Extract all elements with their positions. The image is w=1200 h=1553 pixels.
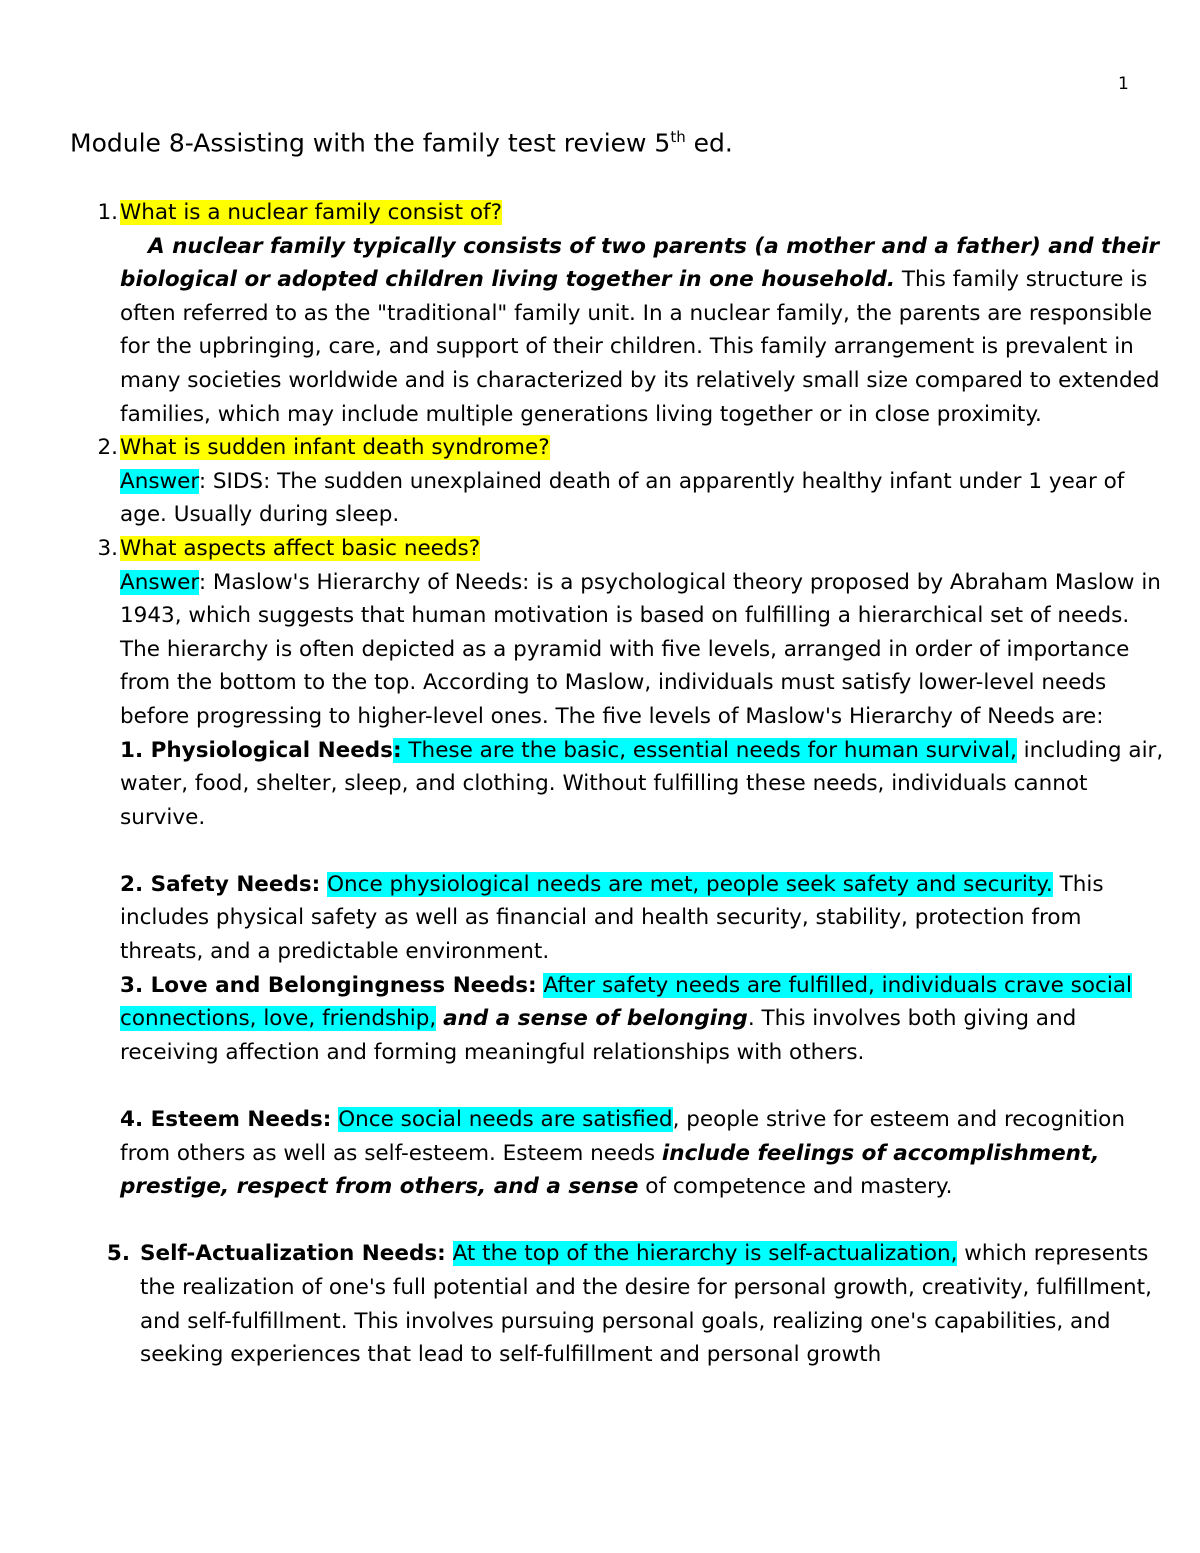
- need-text: This includes physical safety as well as financial and health security, stability, protection from threats, and a predictable environment.: [120, 871, 1104, 965]
- question-text: What is sudden infant death syndrome?: [120, 435, 550, 461]
- document-body: [80, 196, 1170, 1372]
- need-label: 2. Safety Needs:: [120, 871, 321, 897]
- need-italic-text: and a sense of belonging: [443, 1006, 748, 1032]
- answer-label: Answer: [120, 569, 199, 595]
- need-love: [120, 969, 1170, 1070]
- need-highlight: Once physiological needs are met, people seek safety and security.: [327, 871, 1053, 897]
- need-italic-text: include feelings of accomplishment, prestige, respect from others, and a sense: [120, 1140, 1100, 1200]
- need-text: of competence and mastery.: [638, 1174, 953, 1200]
- need-text: including air, water, food, shelter, sleep, and clothing. Without fulfilling these needs, individuals cannot survive.: [120, 737, 1164, 830]
- need-esteem: [120, 1103, 1170, 1204]
- question-number: 1.: [97, 200, 118, 225]
- need-highlight: Once social needs are satisfied: [338, 1107, 673, 1133]
- question-number: 2.: [97, 435, 118, 461]
- title-suffix: ed.: [685, 128, 733, 158]
- question-item-1: [80, 196, 1170, 431]
- need-text: . This involves both giving and receiving affection and forming meaningful relationships with others.: [120, 1006, 1077, 1065]
- answer-label: Answer: [120, 468, 199, 494]
- need-text: , people strive for esteem and recognition from others as well as self-esteem. Esteem needs: [120, 1107, 1125, 1166]
- need-self-actualization: [80, 1237, 1170, 1371]
- need-safety: [120, 868, 1170, 969]
- need-label: 4. Esteem Needs:: [120, 1107, 332, 1133]
- need-label: Self-Actualization Needs:: [140, 1241, 446, 1267]
- need-text: which represents the realization of one's full potential and the desire for personal growth, creativity, fulfillment, and self-fulfillment. This involves pursuing personal goals, realizing one's capabilities, and seeking experiences that lead to self-fulfillment and personal growth: [140, 1241, 1152, 1368]
- question-number: 3.: [97, 535, 118, 561]
- need-highlight: After safety needs are fulfilled, individuals crave social connections, love, friendship,: [120, 972, 1132, 1032]
- need-highlight: At the top of the hierarchy is self-actualization,: [452, 1241, 958, 1267]
- title-superscript: th: [670, 128, 686, 146]
- answer-paragraph: [120, 230, 1170, 432]
- need-physiological: [120, 734, 1170, 835]
- question-text: What is a nuclear family consist of?: [120, 200, 503, 225]
- need-colon: :: [392, 737, 402, 763]
- question-item-2: [80, 431, 1170, 532]
- answer-paragraph: [120, 465, 1170, 532]
- page-title: [70, 128, 733, 157]
- question-item-3: [80, 532, 1170, 1237]
- answer-paragraph: [120, 566, 1170, 734]
- need-label: 1. Physiological Needs: [120, 737, 393, 763]
- answer-text: : Maslow's Hierarchy of Needs: is a psychological theory proposed by Abraham Maslow in 1943, which suggests that human motivation is based on fulfilling a hierarchical set of needs. The hierarchy is often depicted as a pyramid with five levels, arranged in order of importance from the bottom to the top. According to Maslow, individuals must satisfy lower-level needs before progressing to higher-level ones. The five levels of Maslow's Hierarchy of Needs are:: [120, 569, 1161, 729]
- need-highlight: These are the basic, essential needs for human survival,: [401, 737, 1017, 763]
- question-text: What aspects affect basic needs?: [120, 535, 481, 561]
- need-label: 3. Love and Belongingness Needs:: [120, 972, 537, 998]
- page-number: 1: [1118, 74, 1129, 94]
- answer-text: : SIDS: The sudden unexplained death of an apparently healthy infant under 1 year of age. Usually during sleep.: [120, 468, 1125, 528]
- title-text: Module 8-Assisting with the family test review 5: [70, 128, 671, 158]
- answer-bold-text: A nuclear family typically consists of two parents (a mother and a father) and their biological or adopted children living together in one household.: [120, 233, 1160, 293]
- answer-text: This family structure is often referred to as the "traditional" family unit. In a nuclear family, the parents are responsible for the upbringing, care, and support of their children. This family arrangement is prevalent in many societies worldwide and is characterized by its relatively small size compared to extended families, which may include multiple generations living together or in close proximity.: [120, 267, 1160, 427]
- need-number: 5.: [106, 1241, 130, 1267]
